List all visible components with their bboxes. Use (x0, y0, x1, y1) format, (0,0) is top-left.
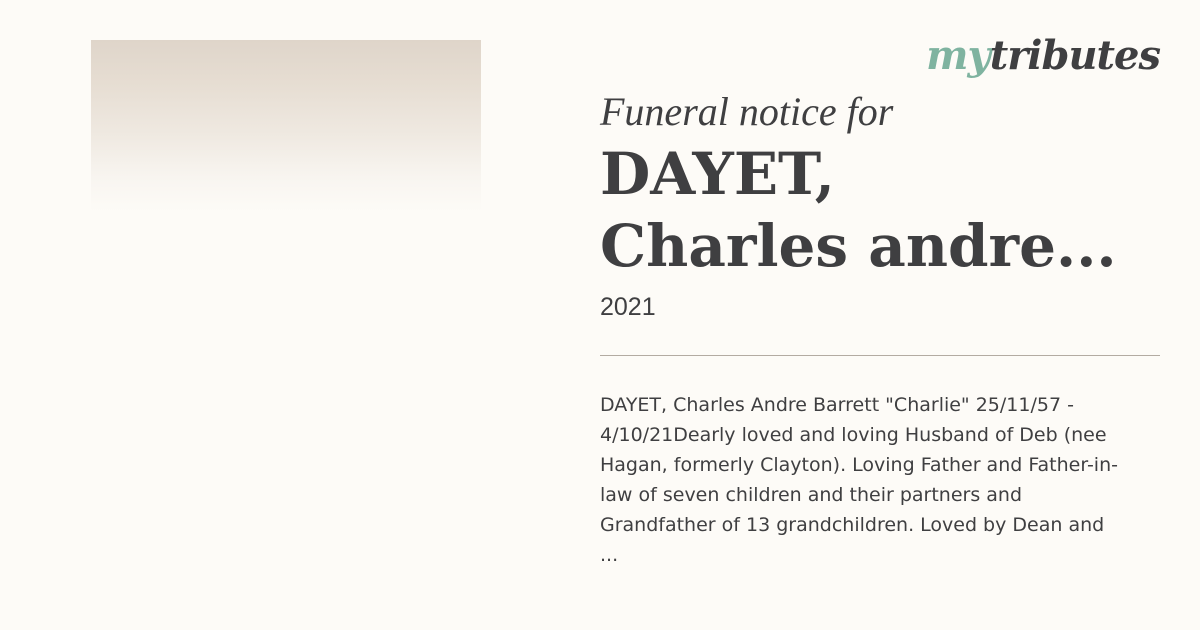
name-line-2: Charles andre... (600, 212, 1117, 280)
deceased-name (600, 138, 1160, 282)
deceased-photo (91, 40, 481, 212)
excerpt-line: law of seven children and their partners and (600, 484, 1023, 506)
mytributes-logo[interactable] (926, 32, 1160, 79)
excerpt-ellipsis: ... (600, 544, 619, 566)
excerpt-line: 4/10/21Dearly loved and loving Husband of Deb (nee (600, 424, 1107, 446)
excerpt-line: DAYET, Charles Andre Barrett "Charlie" 25/11/57 - (600, 394, 1074, 416)
logo-my-text: my (926, 32, 990, 79)
divider (600, 355, 1160, 356)
notice-year: 2021 (600, 293, 656, 321)
excerpt-line: Hagan, formerly Clayton). Loving Father and Father-in- (600, 454, 1118, 476)
logo-tributes-text: tributes (989, 32, 1160, 79)
excerpt-line: Grandfather of 13 grandchildren. Loved by Dean and (600, 514, 1105, 536)
name-line-1: DAYET, (600, 140, 836, 208)
notice-excerpt (600, 390, 1160, 570)
notice-label: Funeral notice for (600, 89, 894, 134)
